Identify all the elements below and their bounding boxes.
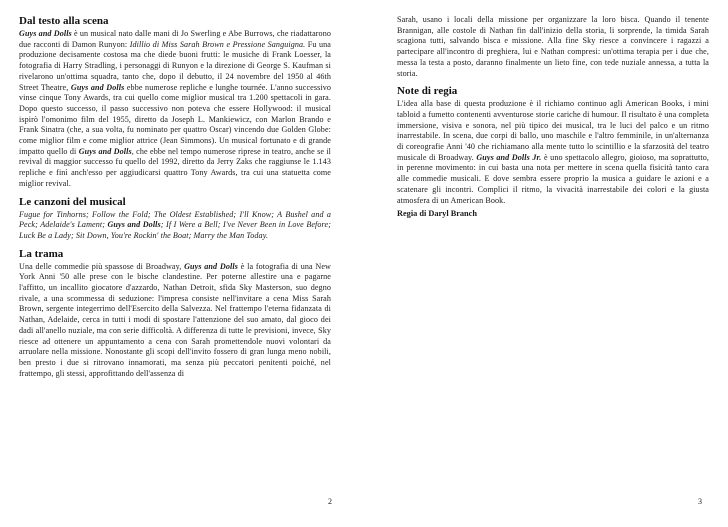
show-title: Guys and Dolls: [19, 29, 72, 38]
story-titles: Idillio di Miss Sarah Brown e Pressione Sanguigna.: [129, 39, 306, 49]
show-title: Guys and Dolls: [78, 146, 132, 156]
text-run: è uno spettacolo allegro, gioioso, ma soprattutto, in perenne movimento: in cui basta una nota per mettere in scena quella fisicità tanto cara alle commedie musicali. E dove sembra essere proprio la musica a guidare le azioni e a scatenare gli incontri. Complici il ritmo, la vivacità inarrestabile dei colori e la giusta atmosfera di un American Book.: [397, 152, 709, 205]
section-body: Sarah, usano i locali della missione per organizzare la loro bisca. Quando il tenente Brannigan, alle costole di Nathan fin dall'inizio della storia, li sorprende, la timida Sarah scagiona tutti, salvando bisca e missione. Alla fine Sky riesce a convincere i ragazzi a partecipare all'incontro di preghiera, lui e Nathan compresi: un'ottima terapia per i due che, messa la testa a posto, daranno finalmente un lieto fine, con tede nuziale annessa, a tutta la storia.: [397, 15, 709, 78]
section-title: La trama: [19, 247, 64, 260]
text-run: ebbe numerose repliche e lunghe tournée. L'anno successivo vinse cinque Tony Awards, tra cui quello come miglior musical tra 1.200 spettacoli in gara. Dopo questo successo, il passo successivo non poteva che essere Hollywood: il musical ispirò l'omonimo film del 1955, diretto da Joseph L. Mankiewicz, con Marlon Brando e Frank Sinatra (che, a sua volta, fu nominato per quattro Oscar) vincendo due Golden Globe: come miglior film e come miglior attrice (Jean Simmons). Un musical fortunato e di grande impatto quello di: [19, 82, 331, 156]
right-page: [364, 0, 728, 527]
section-body: [19, 29, 331, 190]
show-title: Guys and Dolls: [70, 82, 125, 92]
section-body: [19, 262, 331, 380]
section-la-trama: [19, 248, 331, 380]
text-run: è un musical nato dalle mani di Jo Swerling e Abe Burrows, che riadattarono due racconti di Damon Runyon:: [19, 29, 331, 49]
section-dal-testo-alla-scena: [19, 15, 331, 190]
section-trama-continued: [397, 15, 709, 79]
page-number: 3: [698, 497, 702, 506]
section-note-di-regia: [397, 85, 709, 218]
show-title: Guys and Dolls Jr.: [476, 152, 542, 162]
text-run: Una delle commedie più spassose di Broadway,: [19, 261, 185, 271]
song-list: [19, 210, 331, 242]
text-run: Fugue for Tinhorns; Follow the Fold; The Oldest Established; I'll Know; A Bushel and a Peck; Adelaide's Lament;: [19, 209, 331, 230]
director-credit: Regia di Daryl Branch: [397, 209, 477, 219]
section-body: [397, 99, 709, 206]
show-title: Guys and Dolls: [107, 220, 161, 230]
section-title: Dal testo alla scena: [19, 15, 109, 27]
right-column: [397, 15, 709, 224]
page-number: 2: [328, 497, 332, 506]
section-title: Note di regia: [397, 85, 458, 98]
section-title: Le canzoni del musical: [19, 195, 126, 208]
text-run: Fu una produzione decisamente costosa ma che diede buoni frutti: le musiche di Frank Loesser, la fotografia di Harry Stradling, i personaggi di Runyon e la direzione di George S. Kaufman si rivelarono un'ottima squadra, tanto che, dopo il debutto, il 24 novembre del 1950 al 46th Street Theatre,: [19, 39, 331, 92]
text-run: è la fotografia di una New York Anni '50 alle prese con le bische clandestine. Per poterne allestire una e pagarne l'affitto, un incallito giocatore d'azzardo, Nathan Detroit, sfida Sky Masterson, suo degno rivale, a una scommessa di seduzione: l'impresa consiste nell'invitare a cena Miss Sarah Brown, sergente integerrimo dell'Esercito della Salvezza. Nel frattempo l'eterna fidanzata di Nathan, Adelaide, cerca in tutti i modi di spostare l'attenzione del suo amato, dal gioco dei dadi all'anello nuziale, ma con serie difficoltà. A differenza di tutte le previsioni, invece, Sky riesce ad ottenere un appuntamento a cena con Sarah promettendole nuovi volontari da arruolare nella missione. Nonostante gli scopi dell'invito fossero di gran lunga meno nobili, ben presto i due si ritrovano innamorati, ma senza più peccatori penitenti poiché, nel frattempo, gli stessi, approfittando dell'assenza di: [19, 261, 331, 378]
left-column: [19, 15, 331, 385]
show-title: Guys and Dolls: [184, 261, 238, 271]
text-run: ; If I Were a Bell; I've Never Been in Love Before; Luck Be a Lady; Sit Down, You're Rockin' the Boat; Marry the Man Today.: [19, 220, 331, 240]
text-run: , che ebbe nel tempo numerose riprese in teatro, anche se il revival di maggior successo fu quello del 1992, diretto da Jerry Zaks che raggiunse le 1.143 repliche e finì anch'esso per aggiudicarsi quattro Tony Awards, tra cui una statuetta come miglior revival.: [19, 146, 332, 188]
section-le-canzoni: [19, 196, 331, 242]
text-run: L'idea alla base di questa produzione è il richiamo continuo agli American Books, i mini tabloid a fumetto contenenti avventurose storie cariche di humour. Il risultato è una completa immersione, visiva e sonora, nel più tipico dei musical, tra le luci del palco e un ritmo inarrestabile. In scena, due corpi di ballo, uno maschile e l'altro femminile, in un'alternanza di coreografie Anni '40 che richiamano alla mente tutto lo scintillio e la sfarzosità del teatro musicale di Broadway.: [397, 99, 709, 162]
